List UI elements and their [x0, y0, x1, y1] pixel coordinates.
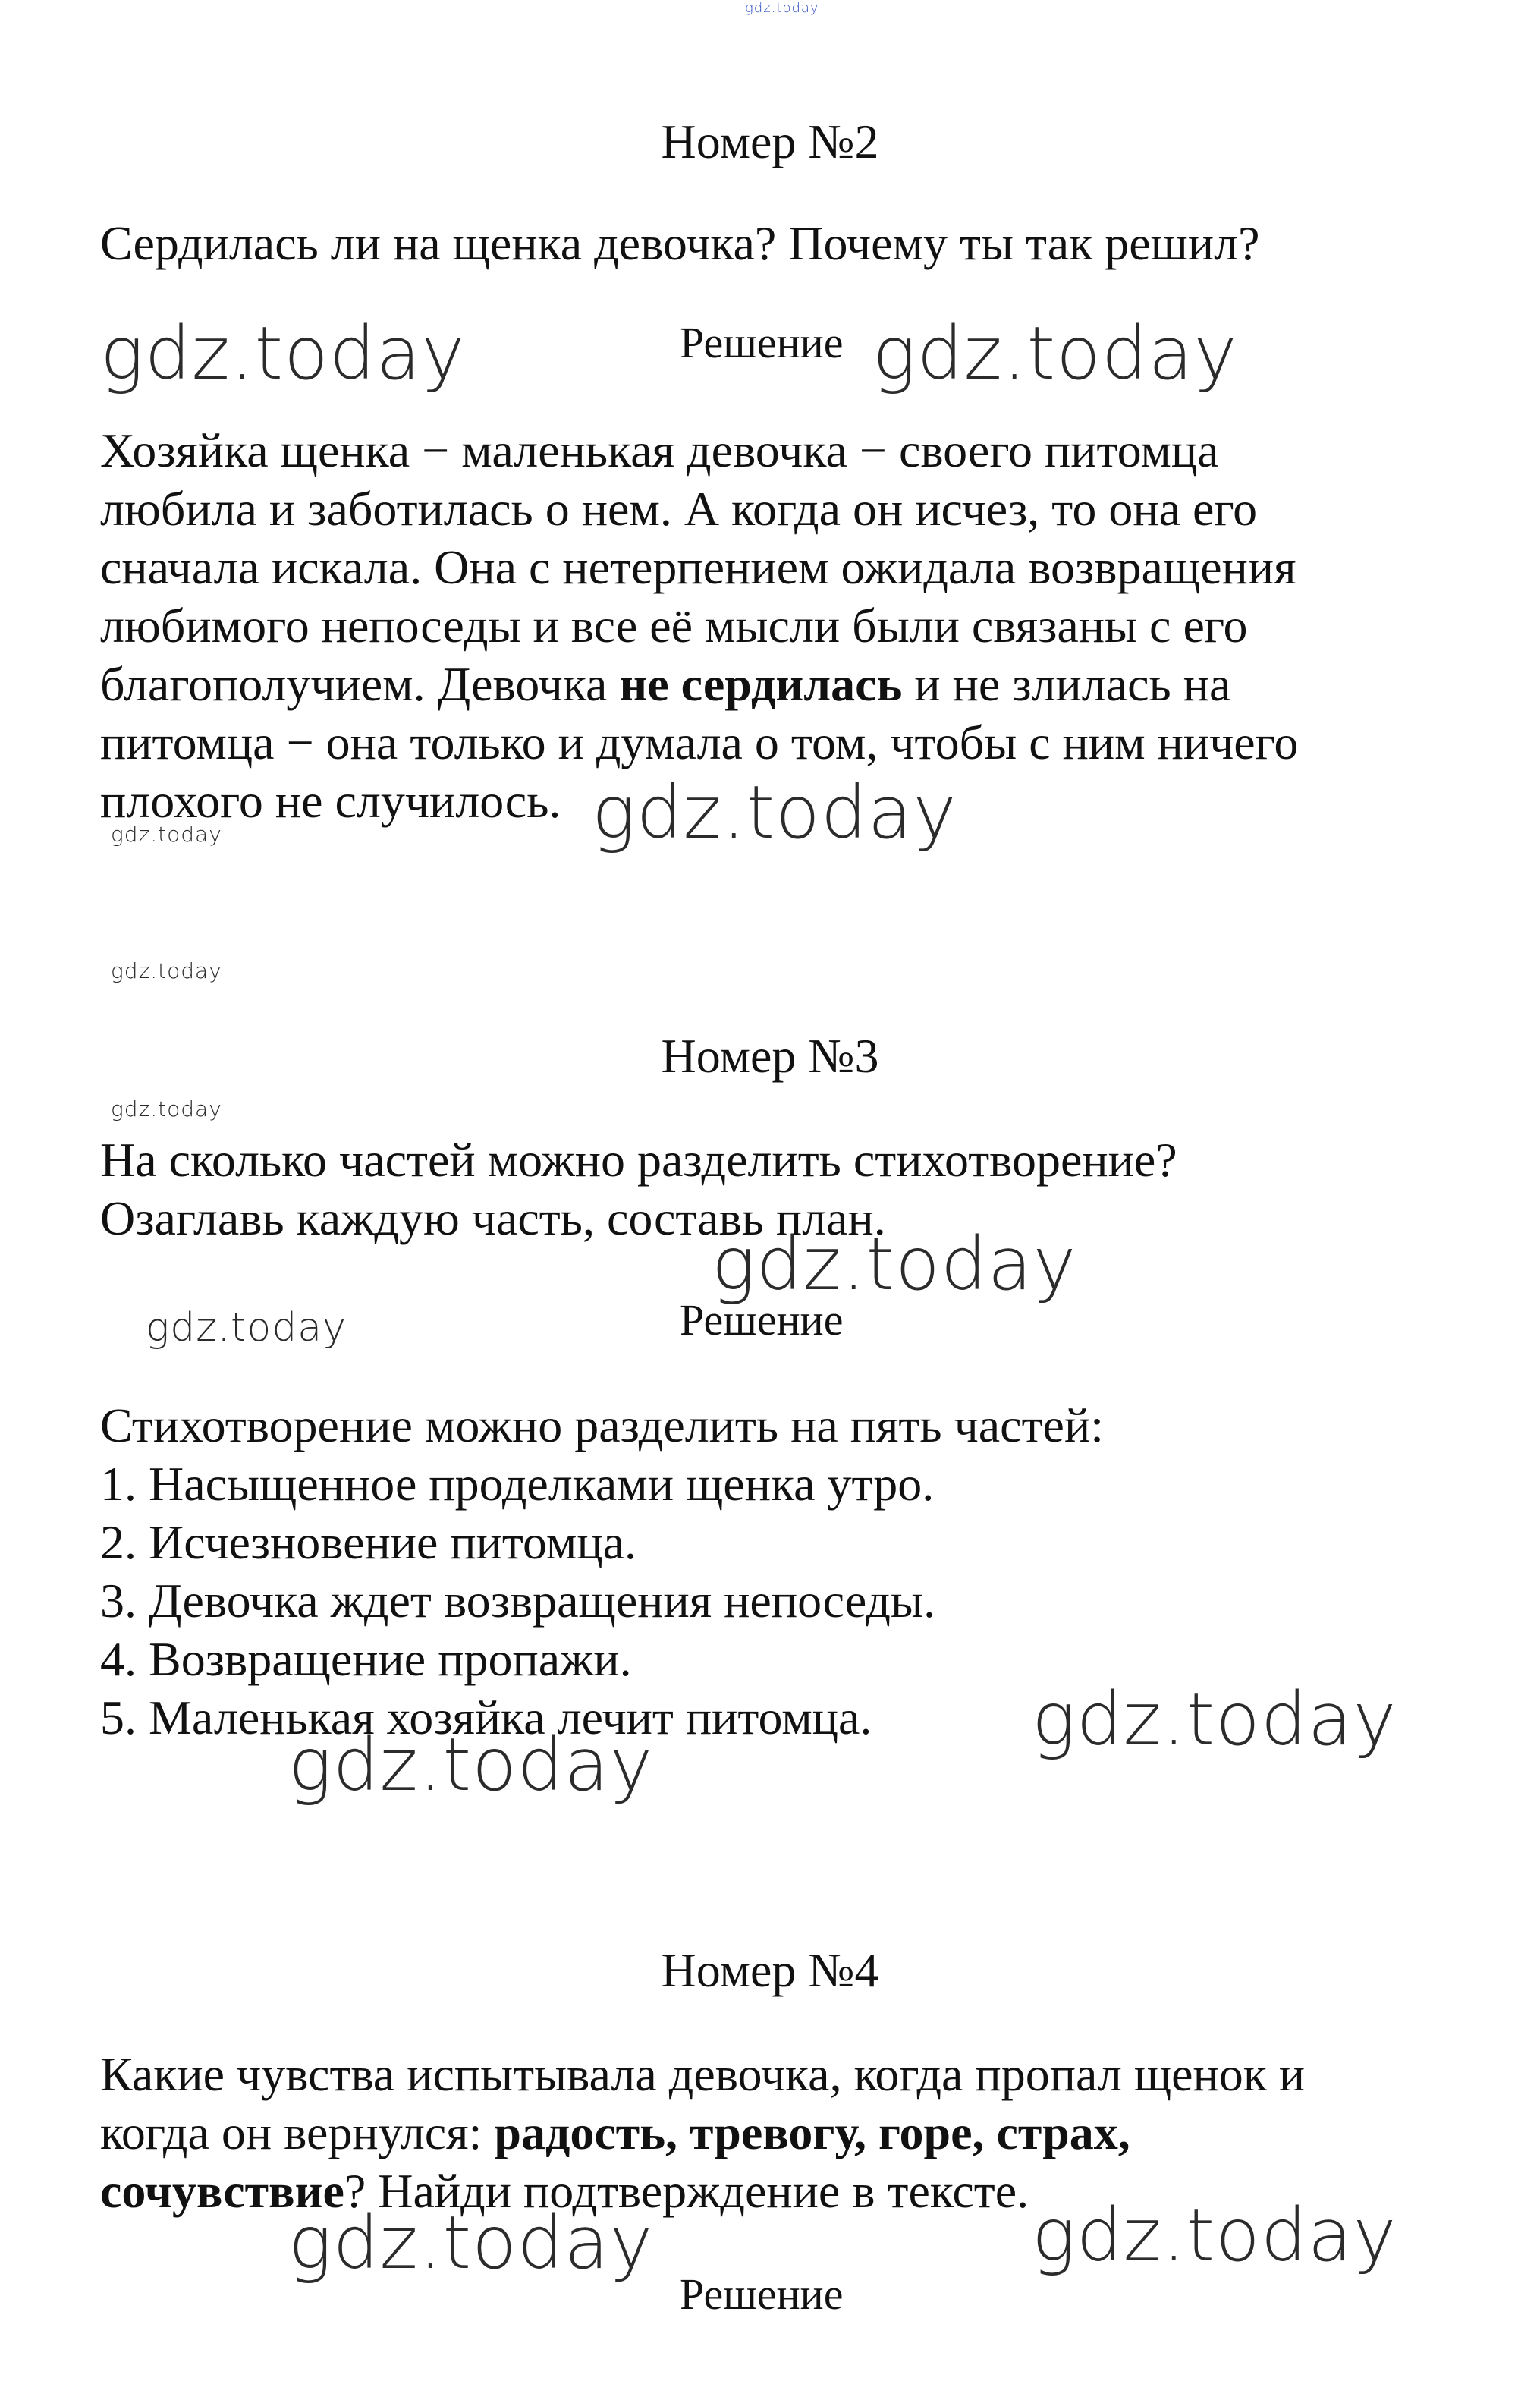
question-line [100, 2103, 1305, 2162]
list-item: 1. Насыщенное проделками щенка утро. [100, 1457, 935, 1511]
answer-intro: Стихотворение можно разделить на пять частей: [100, 1398, 1104, 1452]
question-bold: сочувствие [100, 2164, 344, 2218]
section-2-solution-label: Решение [680, 318, 844, 367]
watermark: gdz.today [111, 1096, 222, 1121]
answer-text: благополучием. Девочка [100, 657, 620, 711]
section-2-question: Сердилась ли на щенка девочка? Почему ты так решил? [100, 216, 1260, 270]
question-text: когда он вернулся: [100, 2106, 495, 2159]
question-line: На сколько частей можно разделить стихотворение? [100, 1133, 1177, 1187]
list-item: 2. Исчезновение питомца. [100, 1515, 636, 1569]
section-3-heading: Номер №3 [661, 1029, 879, 1083]
watermark: gdz.today [1032, 2193, 1397, 2278]
question-text: ? Найди подтверждение в тексте. [344, 2164, 1029, 2218]
question-bold: радость, тревогу, горе, страх, [494, 2106, 1130, 2159]
watermark: gdz.today [712, 1222, 1077, 1307]
watermark: gdz.today [146, 1305, 347, 1351]
section-2-answer [100, 421, 1298, 830]
answer-line [100, 655, 1298, 713]
answer-line: плохого не случилось. [100, 774, 561, 828]
question-line: Озаглавь каждую часть, составь план. [100, 1191, 886, 1245]
section-3-answer [100, 1396, 1104, 1747]
answer-bold: не сердилась [619, 657, 903, 711]
section-2-heading: Номер №2 [661, 115, 879, 168]
answer-line: сначала искала. Она с нетерпением ожидала возвращения [100, 540, 1296, 594]
list-item: 4. Возвращение пропажи. [100, 1632, 632, 1686]
watermark: gdz.today [872, 311, 1238, 396]
section-4-heading: Номер №4 [661, 1943, 879, 1997]
watermark: gdz.today [288, 2200, 654, 2285]
watermark: gdz.today [111, 958, 222, 983]
section-3-solution-label: Решение [680, 1295, 844, 1345]
question-line: Какие чувства испытывала девочка, когда пропал щенок и [100, 2047, 1306, 2101]
answer-text: и не злилась на [902, 657, 1231, 711]
watermark: gdz.today [592, 770, 957, 855]
watermark: gdz.today [100, 311, 466, 396]
watermark: gdz.today [288, 1722, 654, 1807]
watermark: gdz.today [1032, 1677, 1397, 1762]
answer-line: любимого непоседы и все её мысли были связаны с его [100, 599, 1248, 653]
list-item: 5. Маленькая хозяйка лечит питомца. [100, 1691, 872, 1744]
answer-line: питомца − она только и думала о том, чтобы с ним ничего [100, 716, 1299, 769]
watermark: gdz.today [111, 822, 222, 847]
answer-line: любила и заботилась о нем. А когда он исчез, то она его [100, 482, 1258, 536]
list-item: 3. Девочка ждет возвращения непоседы. [100, 1574, 935, 1628]
watermark-top: gdz.today [745, 0, 819, 16]
section-4-solution-label: Решение [680, 2269, 844, 2319]
answer-line: Хозяйка щенка − маленькая девочка − своего питомца [100, 423, 1219, 477]
